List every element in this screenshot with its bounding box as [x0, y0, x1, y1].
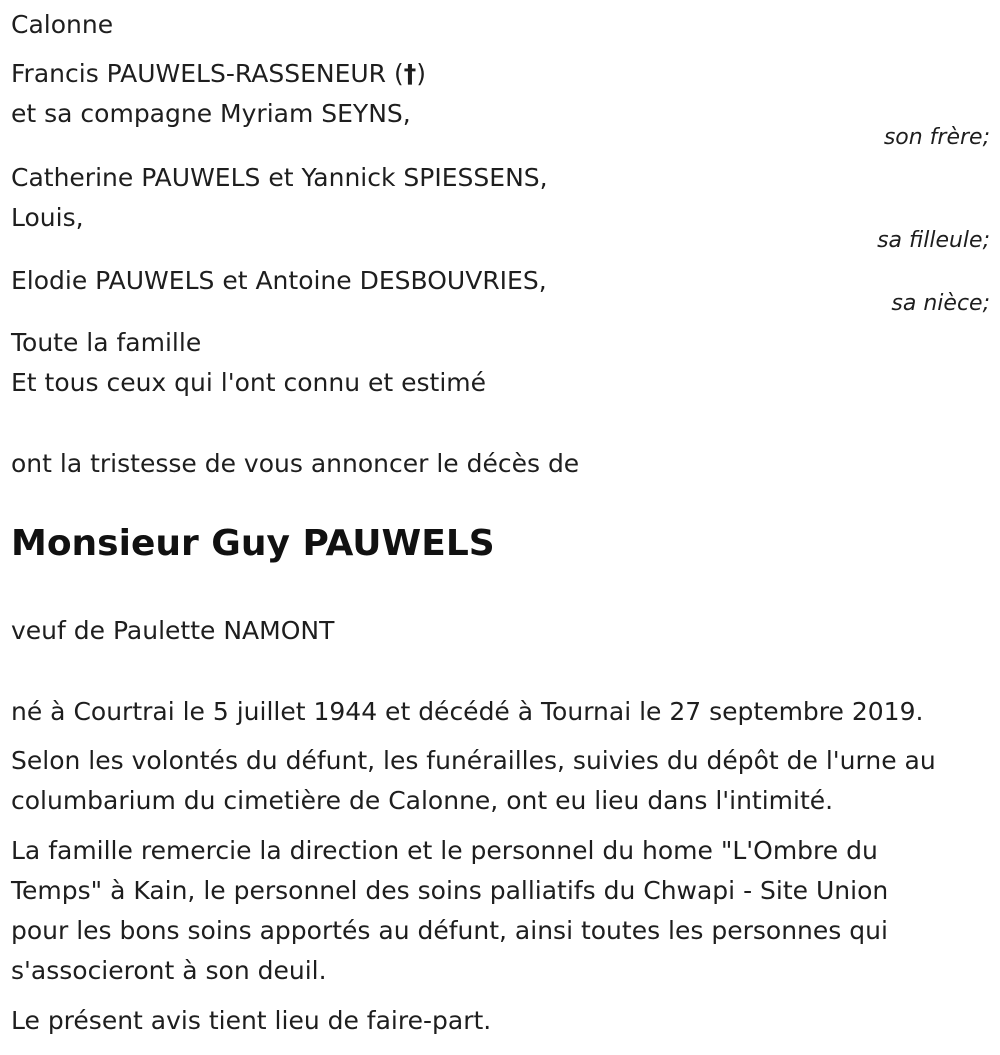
deceased-name: Monsieur Guy PAUWELS — [11, 523, 495, 564]
relation-brother-label: son frère; — [883, 125, 990, 150]
birth-death-text: né à Courtrai le 5 juillet 1944 et décédé à Tournai le 27 septembre 2019. — [11, 697, 924, 726]
widower-text: veuf de Paulette NAMONT — [11, 616, 335, 645]
family-member-francis-partner: et sa compagne Myriam SEYNS, — [11, 99, 411, 128]
family-member-elodie: Elodie PAUWELS et Antoine DESBOUVRIES, — [11, 266, 547, 295]
thanks-text-line-1: La famille remercie la direction et le personnel du home "L'Ombre du — [11, 836, 878, 865]
closing-text: Le présent avis tient lieu de faire-part. — [11, 1006, 492, 1035]
francis-name: Francis PAUWELS-RASSENEUR ( — [11, 59, 404, 88]
thanks-text-line-4: s'associeront à son deuil. — [11, 956, 327, 985]
family-member-francis — [11, 59, 426, 89]
funeral-text-line-2: columbarium du cimetière de Calonne, ont eu lieu dans l'intimité. — [11, 786, 834, 815]
cross-icon: † — [403, 59, 417, 88]
location-text: Calonne — [11, 10, 114, 39]
family-member-louis: Louis, — [11, 203, 84, 232]
announcement-text: ont la tristesse de vous annoncer le décès de — [11, 449, 580, 478]
thanks-text-line-3: pour les bons soins apportés au défunt, ainsi toutes les personnes qui — [11, 916, 888, 945]
thanks-text-line-2: Temps" à Kain, le personnel des soins palliatifs du Chwapi - Site Union — [11, 876, 889, 905]
relation-niece-label: sa nièce; — [891, 291, 990, 316]
all-acquaintances-text: Et tous ceux qui l'ont connu et estimé — [11, 368, 487, 397]
francis-close-paren: ) — [416, 59, 427, 88]
family-member-catherine: Catherine PAUWELS et Yannick SPIESSENS, — [11, 163, 548, 192]
whole-family-text: Toute la famille — [11, 328, 202, 357]
funeral-text-line-1: Selon les volontés du défunt, les funérailles, suivies du dépôt de l'urne au — [11, 746, 936, 775]
relation-goddaughter-label: sa filleule; — [877, 228, 990, 253]
